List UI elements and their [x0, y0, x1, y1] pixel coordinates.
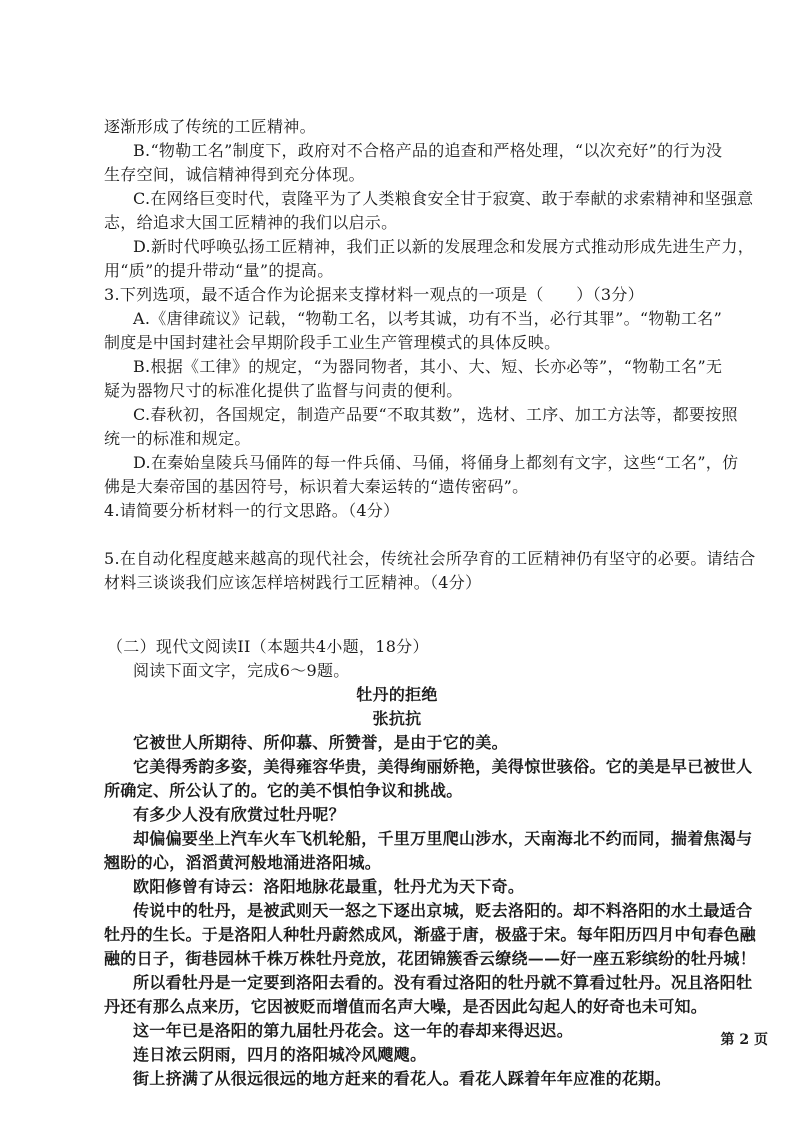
question-3: 3.下列选项，最不适合作为论据来支撑材料一观点的一项是（ ）（3分）: [104, 285, 644, 304]
article-paragraph: 有多少人没有欣赏过牡丹呢？: [133, 805, 345, 824]
article-paragraph: 这一年已是洛阳的第九届牡丹花会。这一年的春却来得迟迟。: [133, 1021, 574, 1040]
article-line: 牡丹的生长。于是洛阳人种牡丹蔚然成风，渐盛于唐，极盛于宋。每年阳历四月中旬春色融: [104, 925, 757, 944]
instruction-line: 阅读下面文字，完成6～9题。: [133, 661, 350, 680]
text-line: 统一的标准和规定。: [104, 429, 251, 448]
option-b-line: B.“物勒工名”制度下，政府对不合格产品的追查和严格处理，“以次充好”的行为没: [133, 141, 723, 160]
text-line: 逐渐形成了传统的工匠精神。: [104, 117, 316, 136]
text-line: 志，给追求大国工匠精神的我们以启示。: [104, 213, 398, 232]
text-line: 疑为器物尺寸的标准化提供了监督与问责的便利。: [104, 381, 463, 400]
text-line: 制度是中国封建社会早期阶段手工业生产管理模式的具体反映。: [104, 333, 561, 352]
question-5: 5.在自动化程度越来越高的现代社会，传统社会所孕育的工匠精神仍有坚守的必要。请结合: [104, 549, 756, 568]
article-paragraph: 它被世人所期待、所仰慕、所赞誉，是由于它的美。: [133, 733, 508, 752]
text-line: 用“质”的提升带动“量”的提高。: [104, 261, 334, 280]
option-b-line: B.根据《工律》的规定，“为器同物者，其小、大、短、长亦必等”，“物勒工名”无: [133, 357, 723, 376]
article-paragraph: 传说中的牡丹，是被武则天一怒之下逐出京城，贬去洛阳的。却不料洛阳的水土最适合: [133, 901, 753, 920]
article-author: 张抗抗: [372, 709, 422, 728]
article-paragraph: 它美得秀韵多姿，美得雍容华贵，美得绚丽娇艳，美得惊世骇俗。它的美是早已被世人: [133, 757, 753, 776]
article-line: 融的日子，街巷园林千株万株牡丹竞放，花团锦簇香云缭绕——好一座五彩缤纷的牡丹城！: [104, 949, 757, 968]
option-c-line: C.在网络巨变时代，袁隆平为了人类粮食安全甘于寂寞、敢于奉献的求索精神和坚强意: [133, 189, 754, 208]
article-title: 牡丹的拒绝: [356, 685, 438, 704]
text-line: 生存空间，诚信精神得到充分体现。: [104, 165, 365, 184]
text-line: 佛是大秦帝国的基因符号，标识着大秦运转的“遗传密码”。: [104, 477, 529, 496]
article-line: 所确定、所公认了的。它的美不惧怕争议和挑战。: [104, 781, 463, 800]
article-paragraph: 连日浓云阴雨，四月的洛阳城冷风飕飕。: [133, 1045, 427, 1064]
page-number: 第 2 页: [720, 1032, 768, 1048]
section-heading: （二）现代文阅读II（本题共4小题，18分）: [107, 637, 429, 656]
article-line: 翘盼的心，滔滔黄河般地涌进洛阳城。: [104, 853, 382, 872]
article-paragraph: 所以看牡丹是一定要到洛阳去看的。没有看过洛阳的牡丹就不算看过牡丹。况且洛阳牡: [133, 973, 753, 992]
option-c-line: C.春秋初，各国规定，制造产品要“不取其数”，选材、工序、加工方法等，都要按照: [133, 405, 738, 424]
article-paragraph: 街上挤满了从很远很远的地方赶来的看花人。看花人踩着年年应准的花期。: [133, 1069, 671, 1088]
text-line: 材料三谈谈我们应该怎样培树践行工匠精神。（4分）: [104, 573, 482, 592]
option-a-line: A.《唐律疏议》记载，“物勒工名，以考其诚，功有不当，必行其罪”。“物勒工名”: [133, 309, 723, 328]
article-paragraph: 欧阳修曾有诗云：洛阳地脉花最重，牡丹尤为天下奇。: [133, 877, 525, 896]
option-d-line: D.新时代呼唤弘扬工匠精神，我们正以新的发展理念和发展方式推动形成先进生产力，: [133, 237, 755, 256]
option-d-line: D.在秦始皇陵兵马俑阵的每一件兵俑、马俑，将俑身上都刻有文字，这些“工名”，仿: [133, 453, 739, 472]
question-4: 4.请简要分析材料一的行文思路。（4分）: [104, 501, 400, 520]
article-paragraph: 却偏偏要坐上汽车火车飞机轮船，千里万里爬山涉水，天南海北不约而同，揣着焦渴与: [133, 829, 753, 848]
article-line: 丹还有那么点来历，它因被贬而增值而名声大噪，是否因此勾起人的好奇也未可知。: [104, 997, 708, 1016]
